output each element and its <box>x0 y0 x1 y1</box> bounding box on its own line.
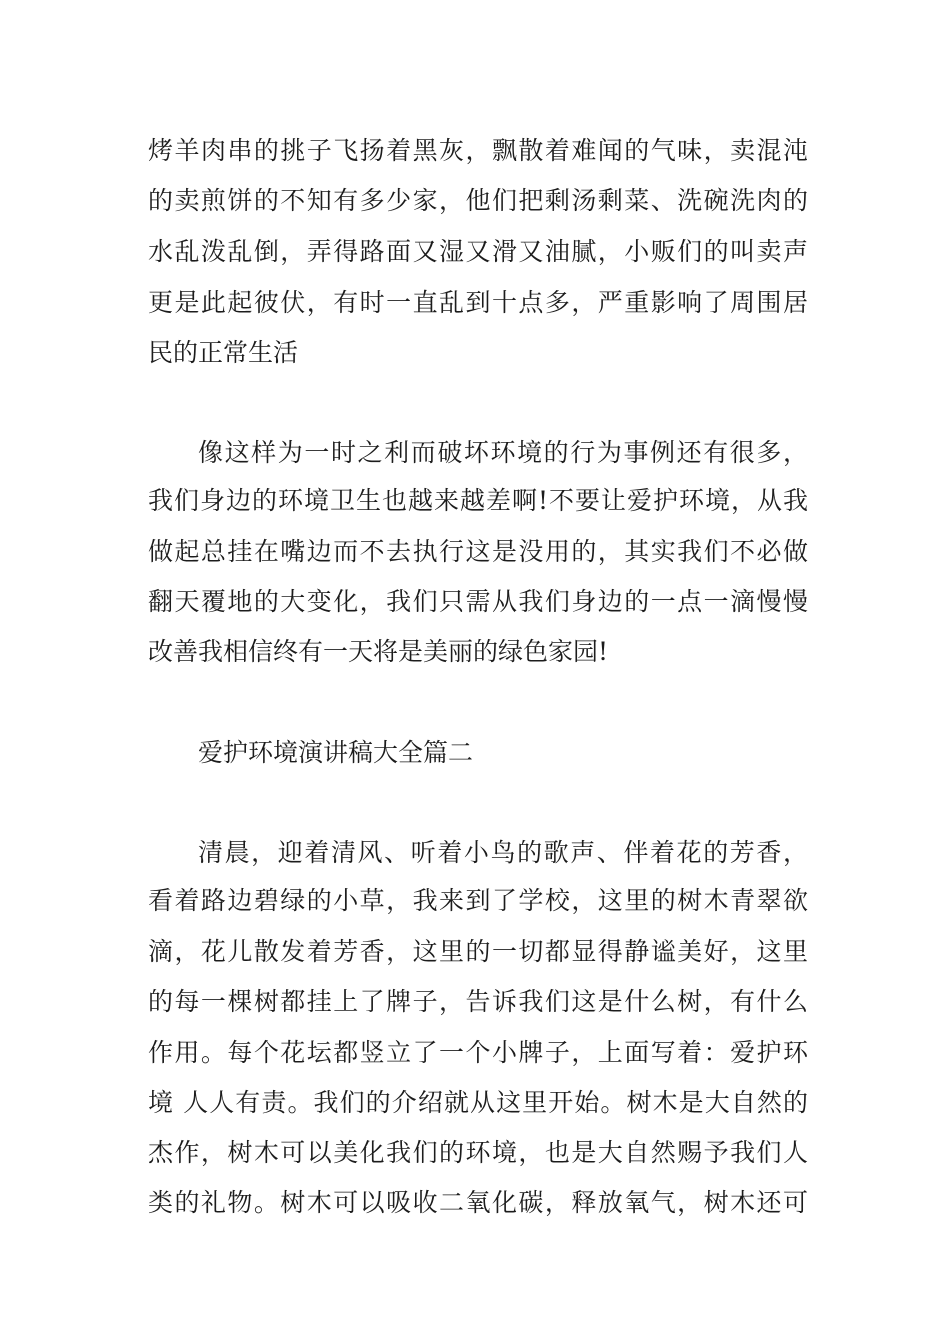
text-line: 水乱泼乱倒，弄得路面又湿又滑又油腻，小贩们的叫卖声 <box>148 237 808 266</box>
text-line: 翻天覆地的大变化，我们只需从我们身边的一点一滴慢慢 <box>148 587 808 616</box>
text-line: 民的正常生活 <box>148 338 299 367</box>
text-line: 杰作，树木可以美化我们的环境，也是大自然赐予我们人 <box>148 1138 808 1167</box>
text-line: 看着路边碧绿的小草，我来到了学校，这里的树木青翠欲 <box>148 886 808 915</box>
text-line: 的卖煎饼的不知有多少家，他们把剩汤剩菜、洗碗洗肉的 <box>148 186 808 215</box>
text-line: 境 人人有责。我们的介绍就从这里开始。树木是大自然的 <box>148 1088 808 1117</box>
text-line: 的每一棵树都挂上了牌子，告诉我们这是什么树，有什么 <box>148 987 808 1016</box>
text-line: 烤羊肉串的挑子飞扬着黑灰，飘散着难闻的气味，卖混沌 <box>148 136 808 165</box>
text-line: 清晨，迎着清风、听着小鸟的歌声、伴着花的芳香， <box>198 838 808 867</box>
text-line: 作用。每个花坛都竖立了一个小牌子，上面写着：爱护环 <box>148 1038 808 1067</box>
text-line: 类的礼物。树木可以吸收二氧化碳，释放氧气，树木还可 <box>148 1188 808 1217</box>
text-line: 像这样为一时之利而破坏环境的行为事例还有很多， <box>198 438 808 467</box>
text-line: 做起总挂在嘴边而不去执行这是没用的，其实我们不必做 <box>148 537 808 566</box>
text-line: 我们身边的环境卫生也越来越差啊!不要让爱护环境，从我 <box>148 486 808 515</box>
section-heading: 爱护环境演讲稿大全篇二 <box>198 738 474 767</box>
text-line: 更是此起彼伏，有时一直乱到十点多，严重影响了周围居 <box>148 288 808 317</box>
text-line: 滴，花儿散发着芳香，这里的一切都显得静谧美好，这里 <box>148 937 808 966</box>
text-line: 改善我相信终有一天将是美丽的绿色家园! <box>148 637 609 666</box>
